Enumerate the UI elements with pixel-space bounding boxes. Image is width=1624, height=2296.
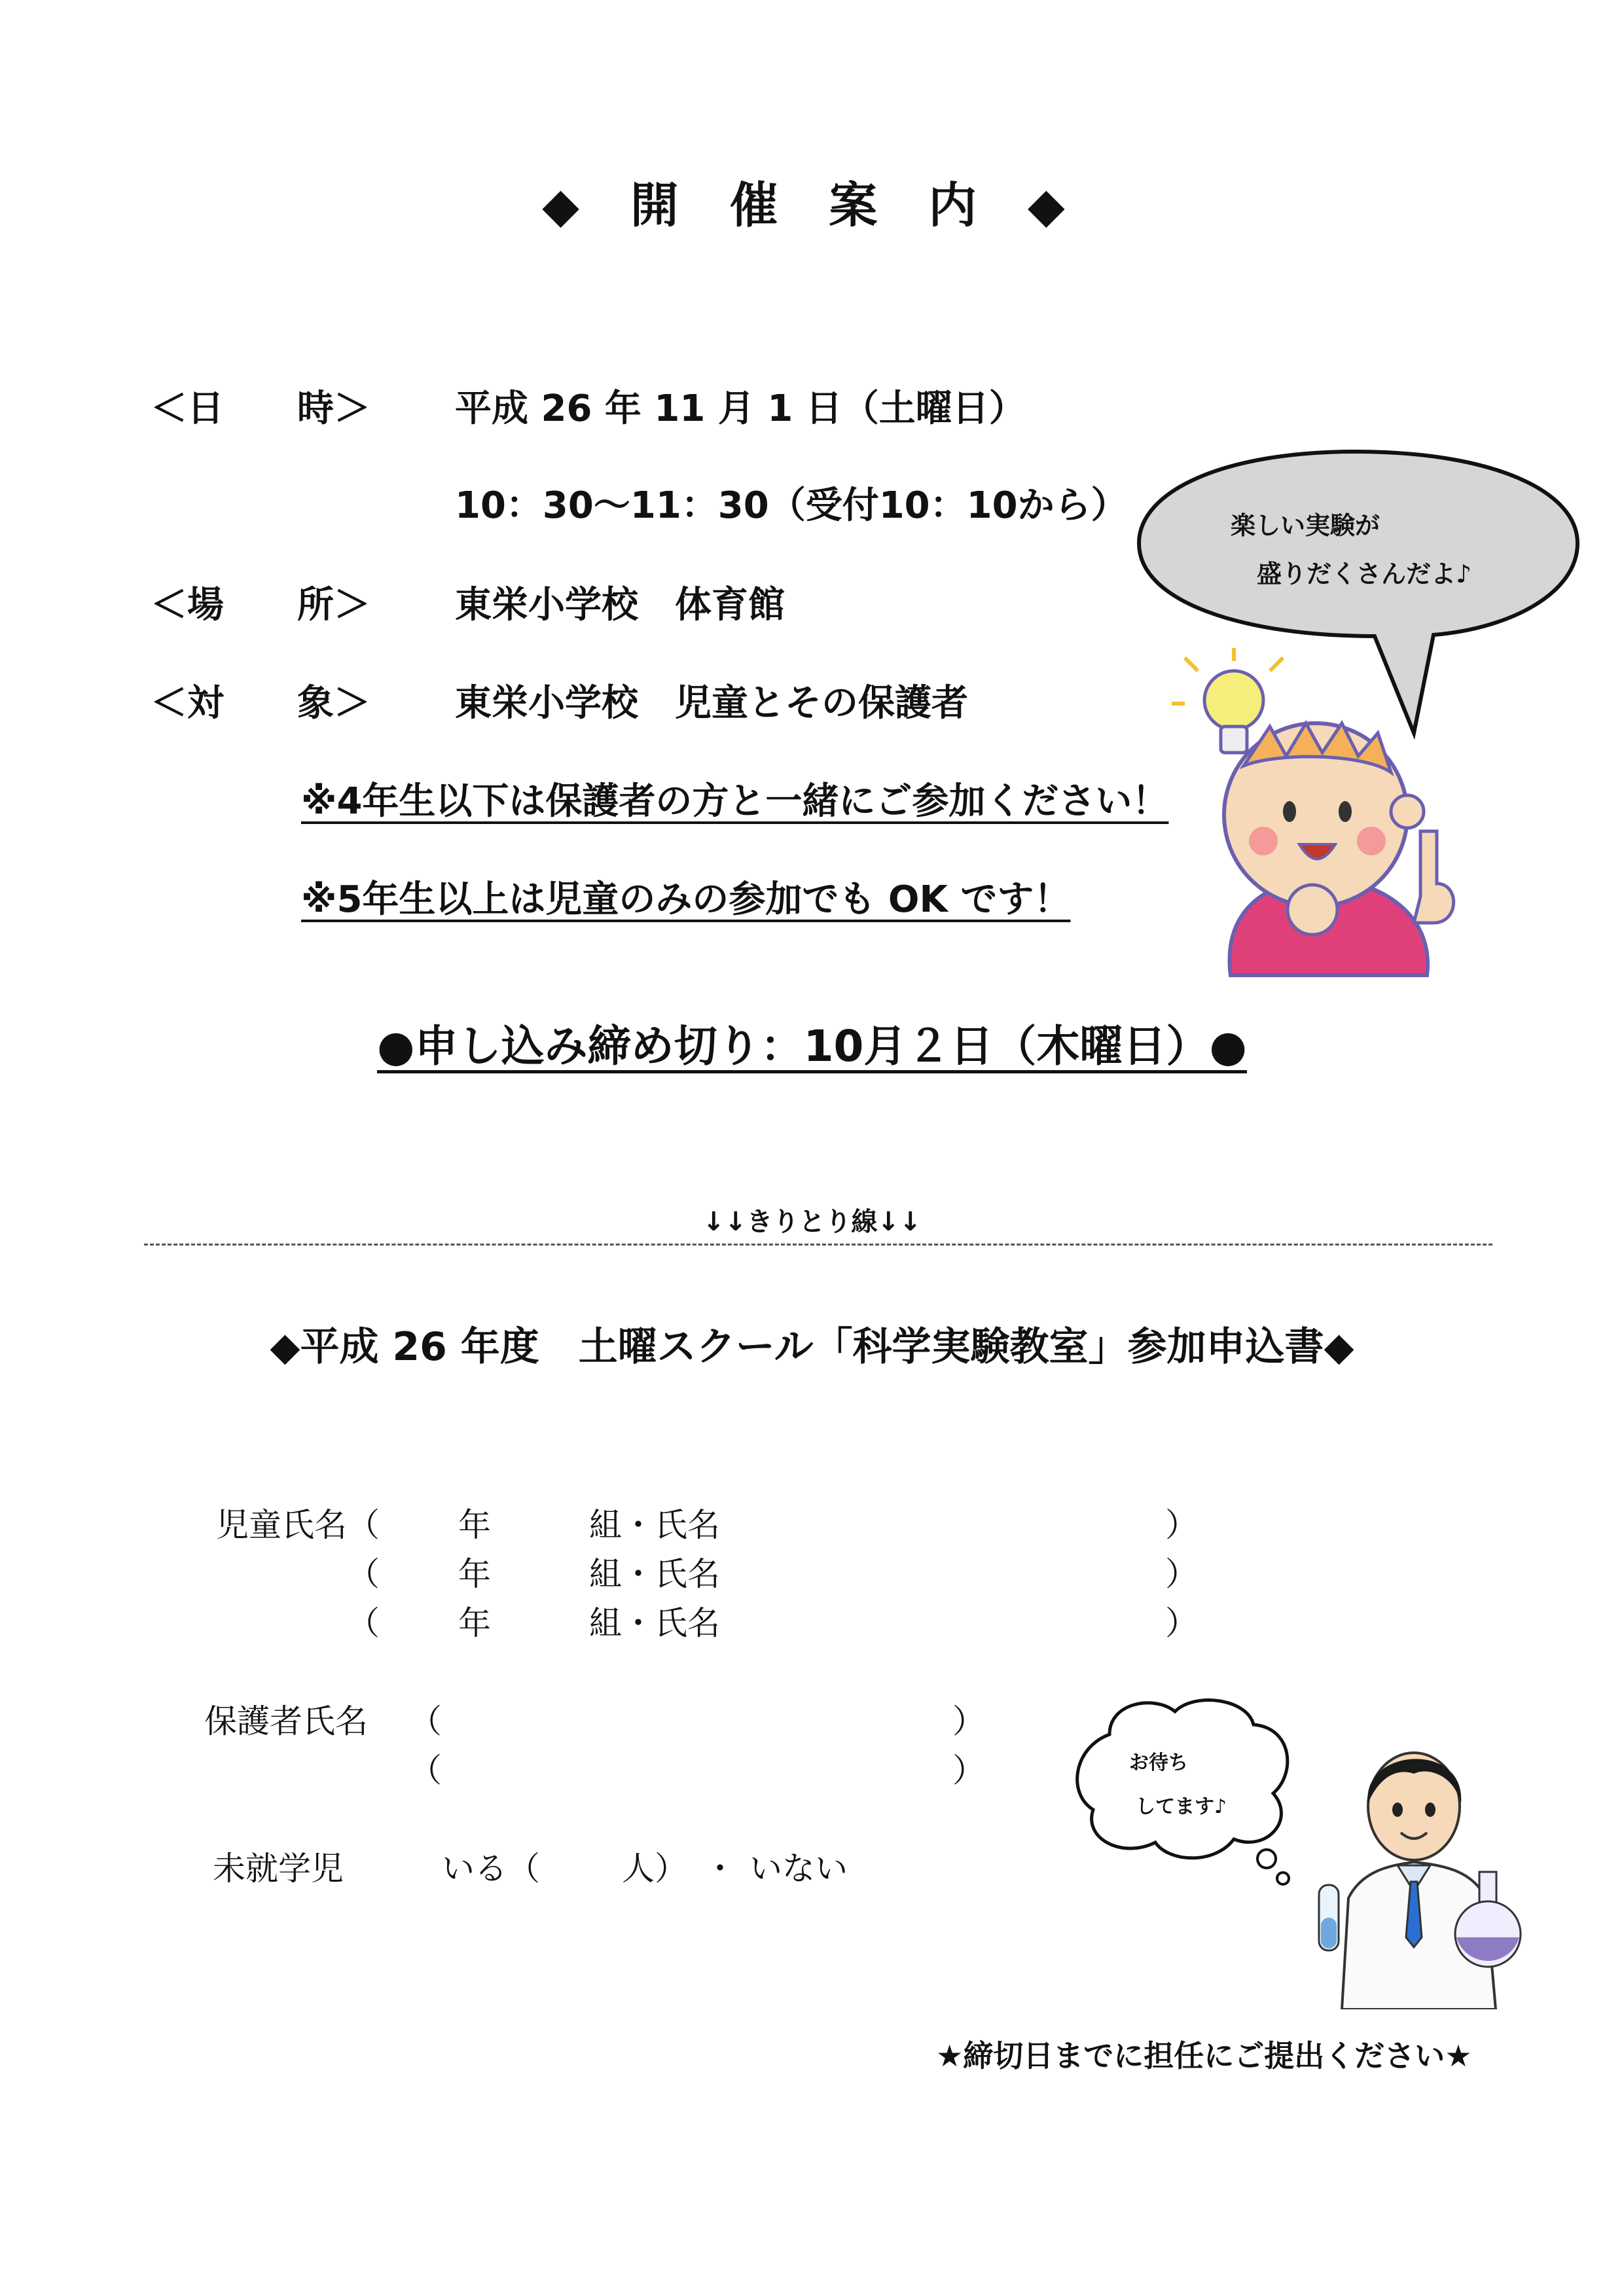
place-label: ＜場 所＞ (151, 584, 370, 626)
class-name-label-2: 組・氏名 (589, 1555, 720, 1593)
cut-line (144, 1244, 1492, 1246)
preschool-no-option: いない (749, 1850, 848, 1888)
target-label: ＜対 象＞ (151, 682, 370, 725)
date-label: ＜日 時＞ (151, 387, 370, 430)
grade-label-1: 年 (458, 1506, 491, 1544)
note-lower-grades: ※4年生以下は保護者の方と一緒にご参加ください！ (301, 780, 1169, 823)
deadline-notice: ●申し込み締め切り：10月２日（木曜日）● (376, 1021, 1248, 1071)
close-paren-2: ） (1165, 1555, 1198, 1593)
guardian-close-paren-1: ） (952, 1702, 985, 1740)
test-tube-icon (1319, 1885, 1339, 1950)
close-paren-1: ） (1165, 1506, 1198, 1544)
form-title: ◆平成 26 年度 土曜スクール「科学実験教室」参加申込書◆ (270, 1324, 1354, 1370)
speech-bubble-line1: 楽しい実験が (1231, 511, 1380, 540)
child-name-label: 児童氏名（ (216, 1506, 380, 1544)
class-name-label-1: 組・氏名 (589, 1506, 720, 1544)
guardian-open-paren-2: （ (409, 1751, 442, 1789)
place-value: 東栄小学校 体育館 (455, 584, 785, 626)
grade-label-2: 年 (458, 1555, 491, 1593)
speech-bubble-line2: 盛りだくさんだよ♪ (1257, 560, 1472, 588)
preschool-count-label: 人） (622, 1850, 687, 1888)
close-paren-3: ） (1165, 1604, 1198, 1642)
class-name-label-3: 組・氏名 (589, 1604, 720, 1642)
time-value: 10：30〜11：30（受付10：10から） (455, 484, 1128, 527)
date-value: 平成 26 年 11 月 1 日（土曜日） (455, 387, 1026, 430)
preschool-label: 未就学児 (213, 1850, 344, 1888)
guardian-close-paren-2: ） (952, 1751, 985, 1789)
submission-instruction: ★締切日までに担任にご提出ください★ (936, 2038, 1472, 2073)
teacher-illustration (1316, 1728, 1525, 2009)
guardian-open-paren-1: （ (409, 1702, 442, 1740)
cut-line-label: ↓↓きりとり線↓↓ (702, 1207, 922, 1237)
open-paren-2: （ (347, 1555, 380, 1593)
note-upper-grades: ※5年生以上は児童のみの参加でも OK です！ (301, 878, 1071, 921)
open-paren-3: （ (347, 1604, 380, 1642)
option-separator: ・ (704, 1850, 736, 1888)
target-value: 東栄小学校 児童とその保護者 (455, 682, 968, 725)
kid-illustration (1172, 648, 1486, 982)
thought-bubble-line2: してます♪ (1136, 1795, 1227, 1818)
thought-bubble-line1: お待ち (1129, 1751, 1188, 1774)
announcement-title: ◆ 開 催 案 内 ◆ (542, 177, 1082, 234)
guardian-name-label: 保護者氏名 (204, 1702, 368, 1740)
preschool-yes-option: いる（ (442, 1850, 540, 1888)
grade-label-3: 年 (458, 1604, 491, 1642)
